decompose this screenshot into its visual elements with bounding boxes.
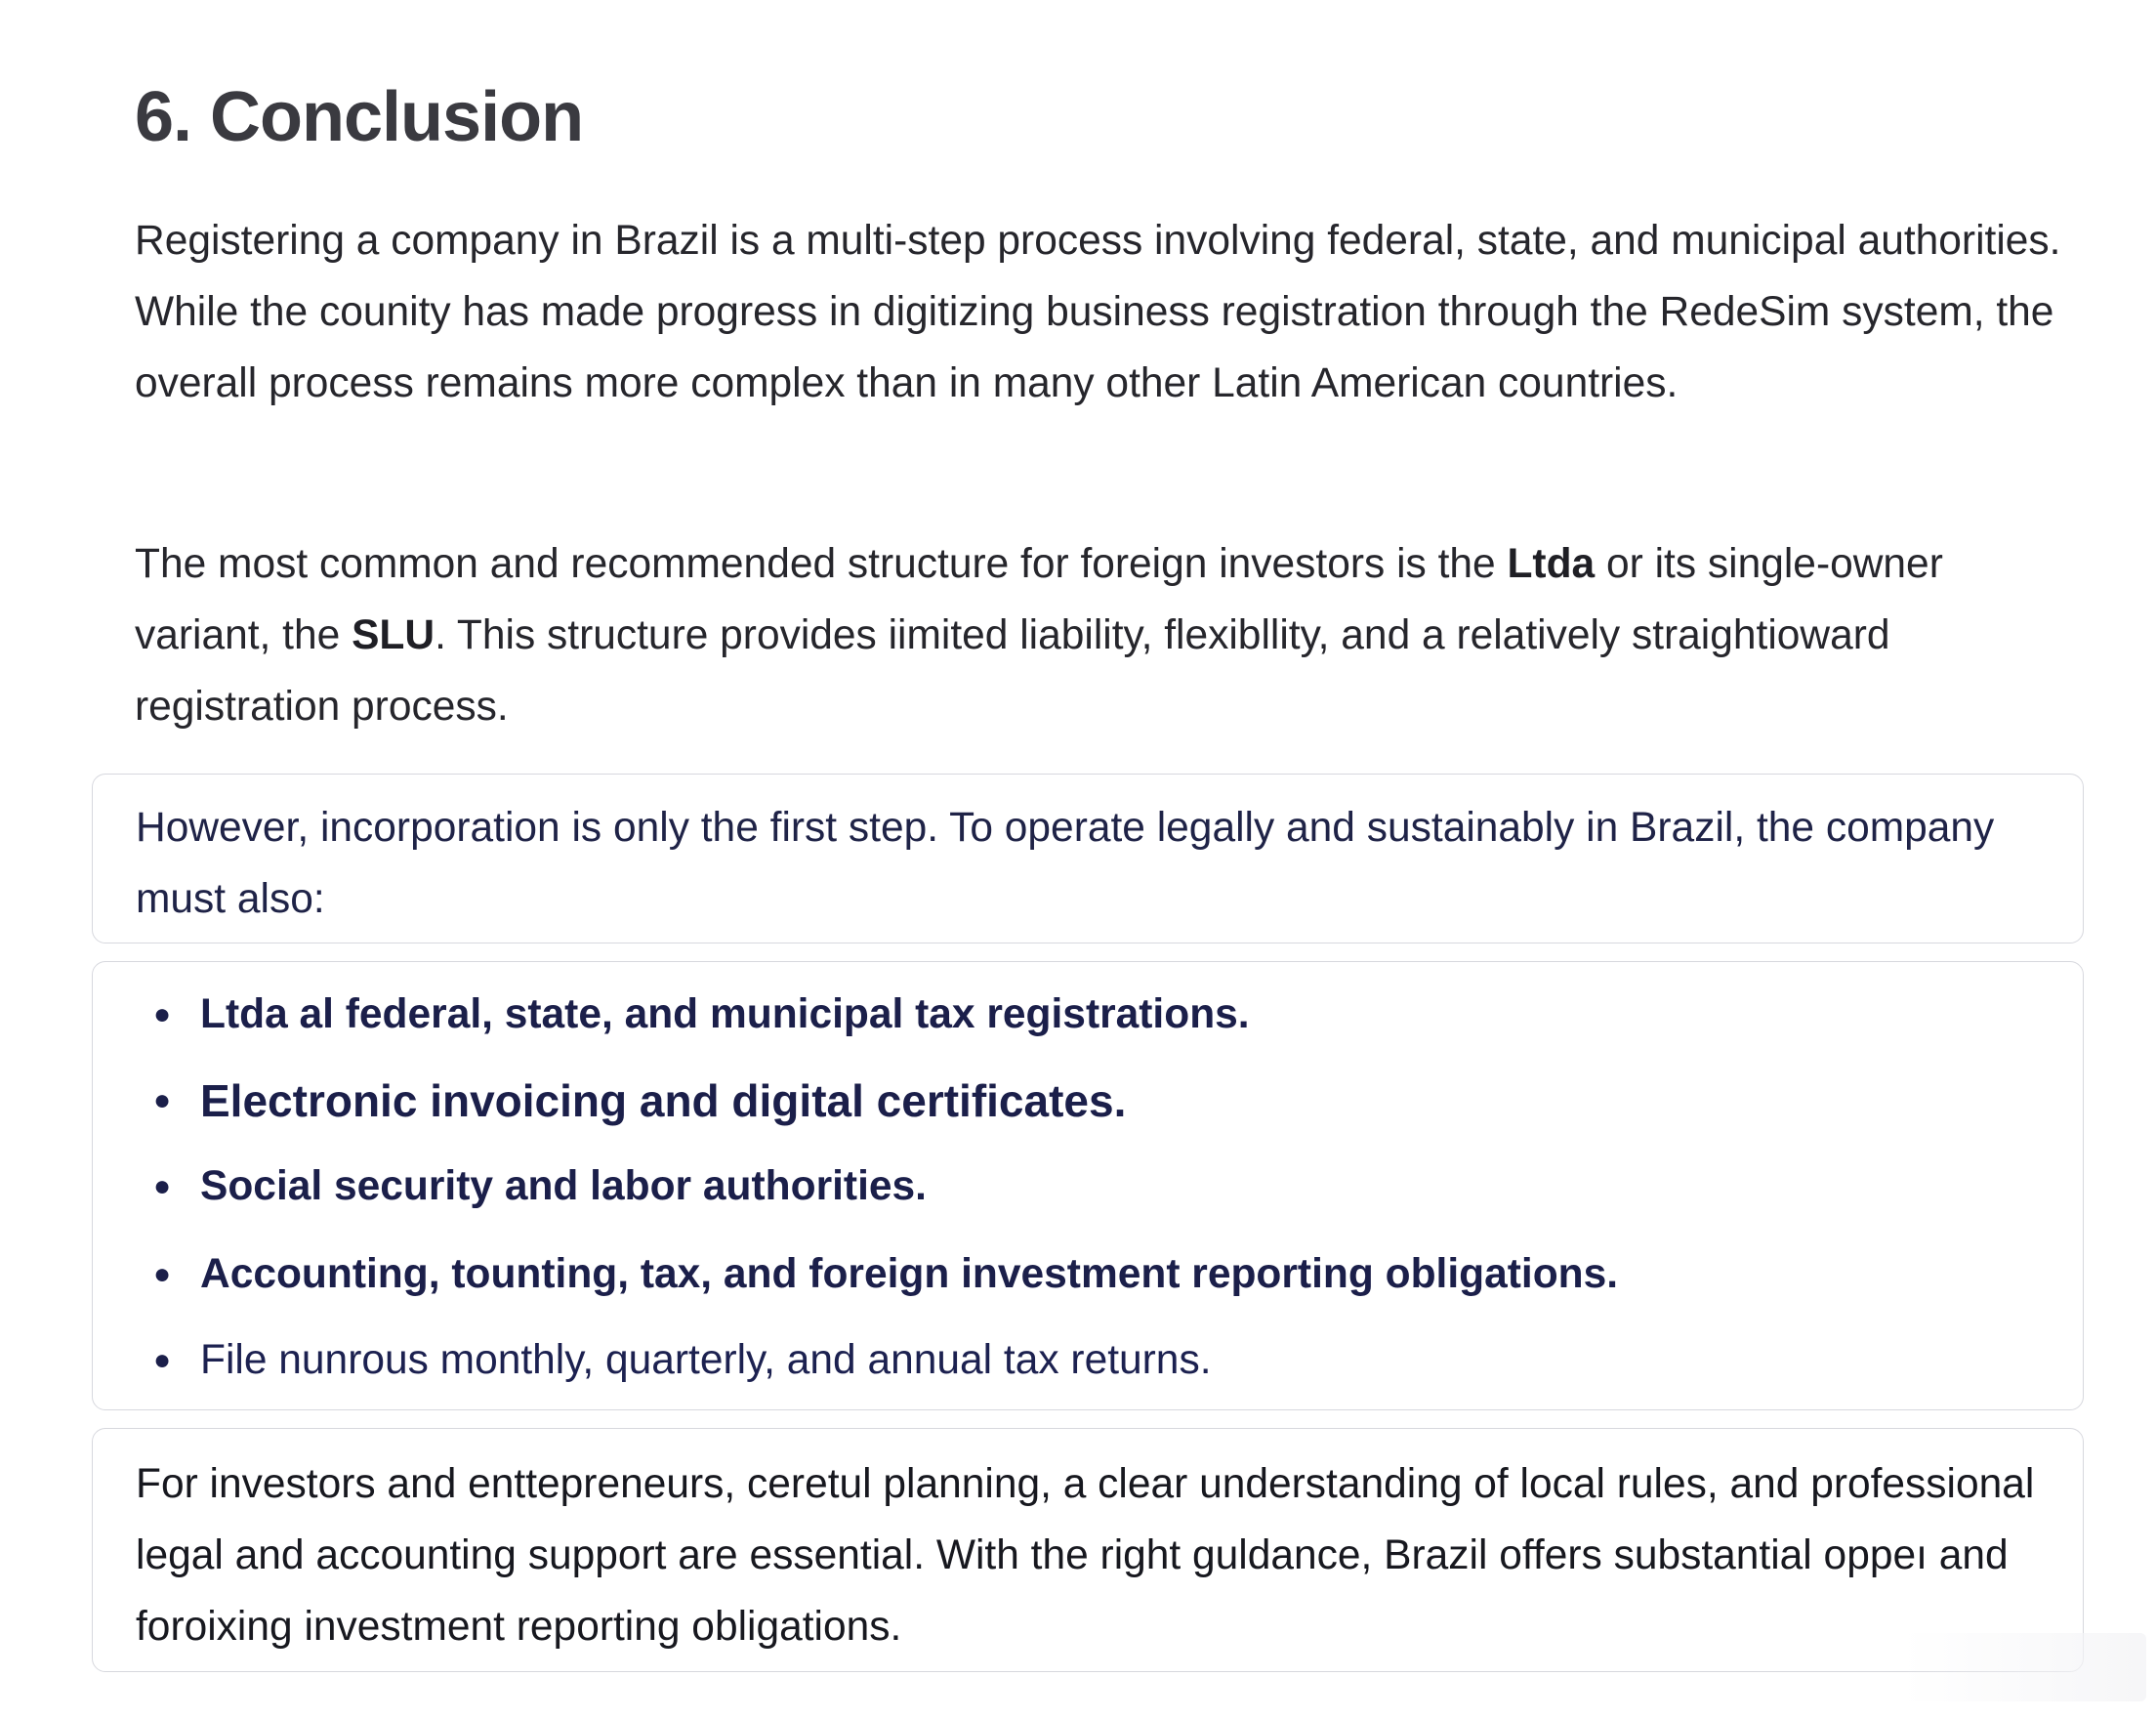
section-heading: 6. Conclusion xyxy=(135,78,584,156)
callout-text: However, incorporation is only the first step. To operate legally and sustainably in Brazil, the company must also: xyxy=(136,805,1995,922)
structure-text-3: . This structure provides iimited liability, flexibllity, and a relatively straightioward registration process. xyxy=(135,612,1890,730)
bullet-icon: ● xyxy=(153,1344,172,1376)
structure-text-2: or its single-owner variant, the xyxy=(135,541,1943,658)
closing-text: For investors and enttepreneurs, ceretul planning, a clear understanding of local rules, and professional legal and accounting support are essential. With the right guldance, Brazil offers substantial oppeı and foroixing investment reporting obligations. xyxy=(136,1461,2035,1650)
closing-box xyxy=(92,1428,2084,1672)
callout-box xyxy=(92,774,2084,943)
list-item-label: Social security and labor authorities. xyxy=(200,1163,927,1209)
intro-paragraph: Registering a company in Brazil is a multi-step process involving federal, state, and municipal authorities. While the counity has made progress in digitizing business registration through the RedeSim system, the overall process remains more complex than in many other Latin American countries. xyxy=(135,218,2061,406)
list-item xyxy=(93,1318,2083,1404)
list-item xyxy=(93,1058,2083,1144)
bullet-icon: ● xyxy=(153,998,172,1030)
ltda-term: Ltda xyxy=(1507,541,1596,587)
requirements-box xyxy=(92,961,2084,1410)
list-item-label: Accounting, tounting, tax, and foreign investment reporting obligations. xyxy=(200,1251,1619,1297)
structure-text-1: The most common and recommended structure for foreign investors is the xyxy=(135,541,1508,587)
structure-paragraph xyxy=(135,528,2088,742)
list-item xyxy=(93,972,2083,1058)
bullet-icon: ● xyxy=(153,1170,172,1202)
list-item-label: Ltda al federal, state, and municipal tax registrations. xyxy=(200,991,1250,1037)
watermark xyxy=(1902,1633,2146,1701)
list-item xyxy=(93,1232,2083,1318)
list-item-label: File nunrous monthly, quarterly, and annual tax returns. xyxy=(200,1337,1212,1383)
bullet-icon: ● xyxy=(153,1258,172,1290)
slu-term: SLU xyxy=(352,612,435,658)
list-item xyxy=(93,1144,2083,1230)
bullet-icon: ● xyxy=(153,1084,172,1116)
list-item-label: Electronic invoicing and digital certificates. xyxy=(200,1075,1127,1126)
